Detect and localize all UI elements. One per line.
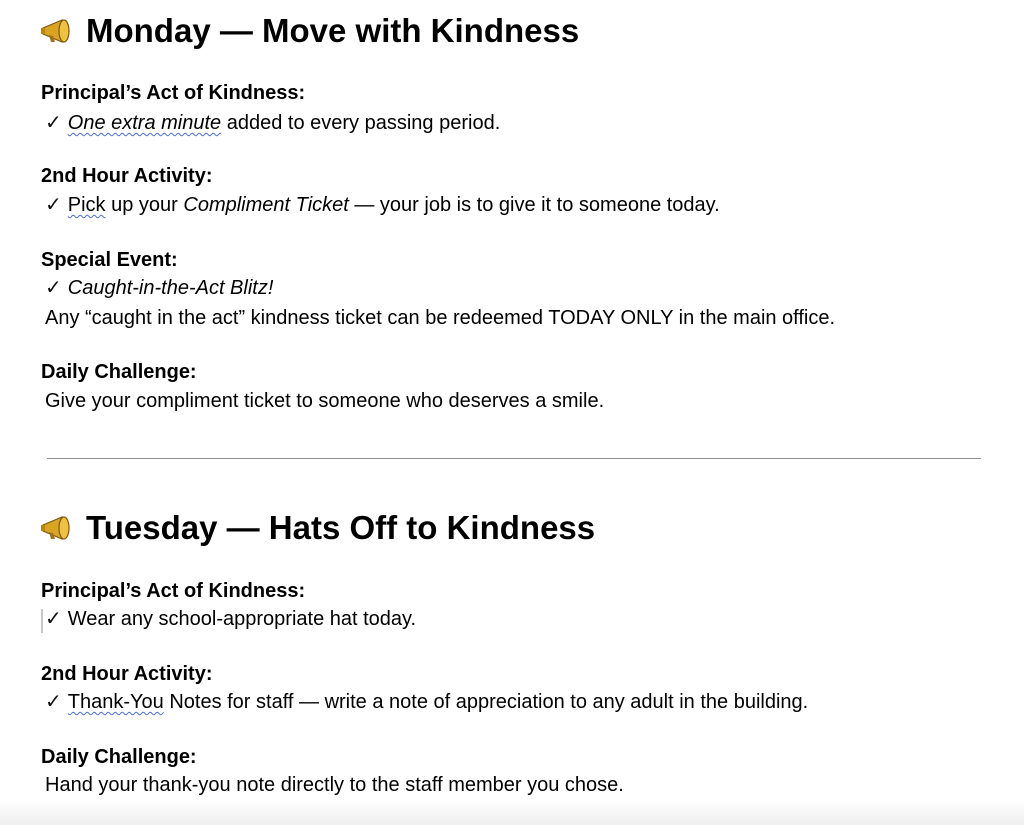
monday-challenge-text: Give your compliment ticket to someone who deserves a smile. (45, 390, 605, 412)
monday-hour2-line (45, 192, 720, 218)
monday-hour2-label: 2nd Hour Activity: (41, 165, 213, 187)
monday-hour2-ticket: Compliment Ticket (183, 194, 349, 216)
monday-hour2-text-a: up your (105, 194, 184, 216)
monday-principal-text: added to every passing period. (221, 112, 501, 134)
tuesday-heading (40, 508, 595, 548)
monday-principal-misspelling[interactable]: ✓ One extra minute (45, 112, 222, 134)
check-icon: ✓ (45, 112, 62, 134)
tuesday-principal-label: Principal’s Act of Kindness: (41, 580, 306, 602)
monday-special-line (45, 275, 273, 301)
monday-principal-label: Principal’s Act of Kindness: (41, 82, 306, 104)
monday-special-text: Any “caught in the act” kindness ticket can be redeemed TODAY ONLY in the main office. (45, 307, 836, 329)
monday-challenge-label: Daily Challenge: (41, 361, 197, 383)
monday-principal-line (45, 110, 500, 136)
tuesday-principal-line (45, 606, 416, 632)
tuesday-hour2-misspelling[interactable]: ✓ Thank-You (45, 691, 164, 713)
check-icon: ✓ (45, 608, 62, 630)
monday-title: Monday — Move with Kindness (86, 12, 580, 49)
section-divider (47, 458, 981, 459)
tuesday-challenge-text: Hand your thank-you note directly to the staff member you chose. (45, 774, 624, 796)
check-icon: ✓ (45, 277, 62, 299)
monday-special-event-name: Caught-in-the-Act Blitz! (67, 277, 274, 299)
monday-heading (40, 11, 579, 51)
page-bottom-edge (0, 800, 1024, 825)
text-cursor (41, 609, 43, 633)
monday-special-label: Special Event: (41, 249, 178, 271)
megaphone-icon (40, 18, 78, 44)
tuesday-hour2-line (45, 689, 808, 715)
tuesday-hour2-text: Notes for staff — write a note of appreciation to any adult in the building. (163, 691, 809, 713)
check-icon: ✓ (45, 194, 62, 216)
check-icon: ✓ (45, 691, 62, 713)
tuesday-title: Tuesday — Hats Off to Kindness (86, 509, 596, 546)
tuesday-hour2-label: 2nd Hour Activity: (41, 663, 213, 685)
tuesday-challenge-label: Daily Challenge: (41, 746, 197, 768)
monday-hour2-misspelling[interactable]: ✓ Pick (45, 194, 106, 216)
tuesday-principal-text: Wear any school-appropriate hat today. (67, 608, 417, 630)
megaphone-icon (40, 515, 78, 541)
monday-hour2-text-b: — your job is to give it to someone today. (348, 194, 720, 216)
